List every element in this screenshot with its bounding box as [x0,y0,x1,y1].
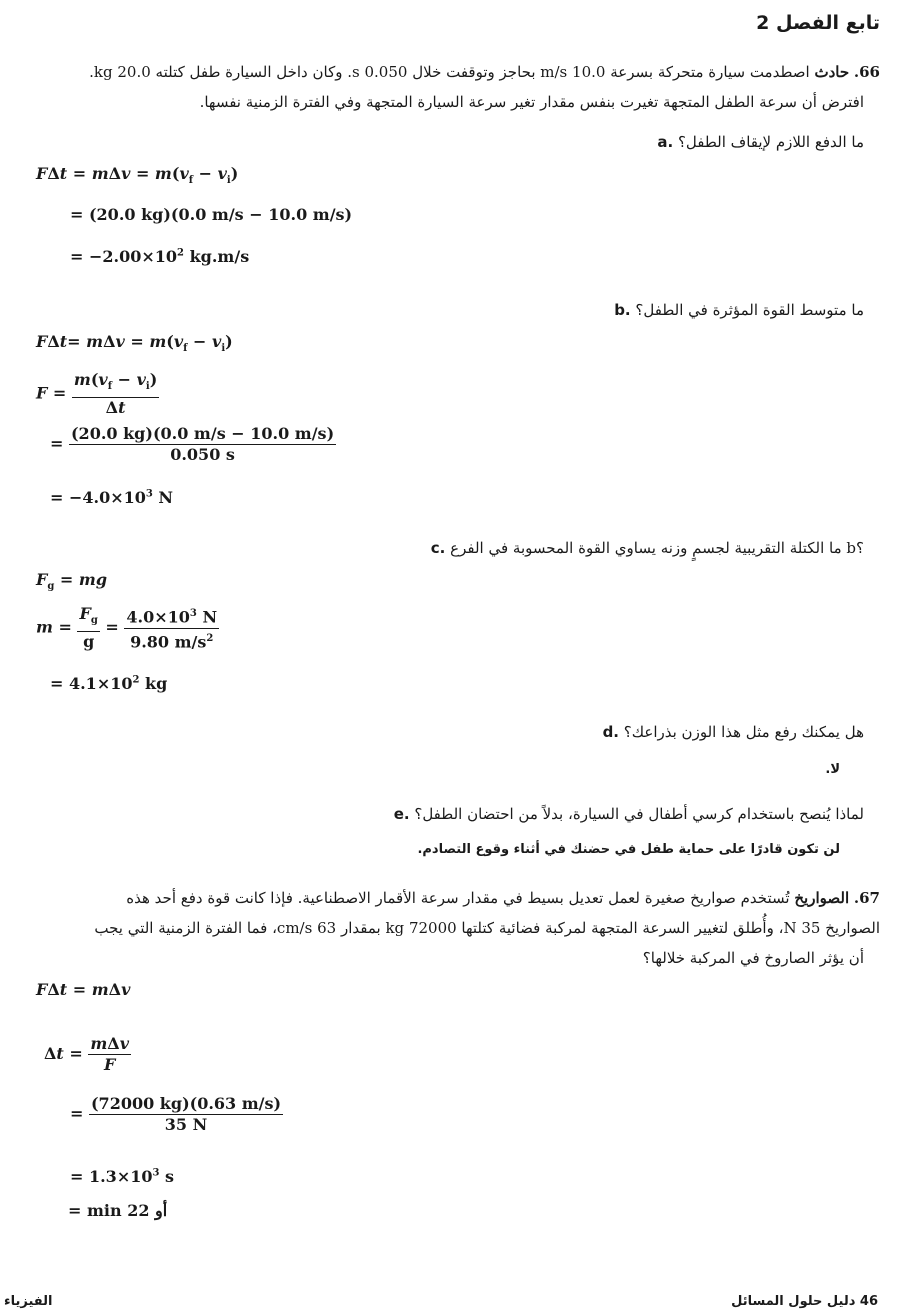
q66d-letter: d. [602,723,619,741]
q66-line1 [6,58,880,86]
q67-line2: الصواريخ 35 N، وأُطلق لتغيير السرعة المتجهة لمركبة فضائية كتلتها 72000 kg بمقدار 63 cm/s، فما الفترة الزمنية التي يجب [94,919,880,937]
q66e-question [394,802,864,826]
q66b-eq4: = $-4.0\times 10^3$ N [50,488,174,507]
footer-page-info: 46 دليل حلول المسائل [731,1294,878,1309]
q67-eq2: Δt = $\frac{\text{mΔv}}{F}$ [44,1034,130,1074]
q66-text1: اصطدمت سيارة متحركة بسرعة 10.0 m/s بحاجز وتوقفت خلال 0.050 s. وكان داخل السيارة طفل كتلته 20.0 kg. [89,63,810,81]
q66-label: حادث [814,63,850,81]
q66e-answer: لن تكون قادرًا على حماية طفل في حضنك في أثناء وقوع التصادم. [417,842,840,857]
q67-eq3-fraction: $\frac{(72000 kg)(0.63 m/s)}{35 N}$ [90,1094,282,1134]
q66a-letter: a. [657,133,674,151]
q66a-question [657,130,864,154]
q67-label: الصواريخ [794,889,850,907]
q67-line1 [6,884,880,912]
q66a-eq2: = (20.0 kg)(0.0 m/s − 10.0 m/s) [70,205,353,224]
q66b-eq2: F = $\frac{m(v_f - v_i)}{\Delta t}$ [36,370,158,418]
q66e-letter: e. [393,805,410,823]
q66a-eq3: = $-2.00\times 10^2$ kg.m/s [70,247,250,266]
q67-eq3: = $\frac{(72000 kg)(0.63 m/s)}{35 N}$ [70,1094,282,1134]
q67-eq5: أو 22 min = [68,1201,168,1220]
q66c-eq2-fraction2: $\frac{4.0\times 10^3 N}{9.80 m/s^2}$ [124,604,219,652]
q67-text1: تُستخدم صواريخ صغيرة لعمل تعديل بسيط في مقدار سرعة الأقمار الاصطناعية. فإذا كانت قوة دفع أحد هذه [126,889,790,907]
q66-line2: افترض أن سرعة الطفل المتجهة تغيرت بنفس مقدار تغير سرعة السيارة المتجهة وفي الفترة الزمنية نفسها. [199,93,864,111]
q66e-text: لماذا يُنصح باستخدام كرسي أطفال في السيارة، بدلاً من احتضان الطفل؟ [414,805,864,823]
q66d-text: هل يمكنك رفع مثل هذا الوزن بذراعك؟ [623,723,864,741]
q66c-eq3: = $4.1\times 10^2$ kg [50,674,168,693]
q66b-eq2-fraction: $\frac{m(v_f - v_i)}{\Delta t}$ [73,370,158,418]
q66b-eq3: = $\frac{(20.0 kg)(0.0 m/s - 10.0 m/s)}{0.050 s}$ [50,424,335,464]
q66c-letter: c. [430,539,446,557]
q66c-eq1: $F_g$ = mg [36,570,108,593]
q67-number: 67. [853,889,880,907]
q66c-eq2-fraction1: $\frac{F_g}{g}$ [79,604,98,652]
q66d-answer: لا. [825,762,840,777]
q66b-question [614,298,864,322]
q67-eq4: = $1.3\times 10^3$ s [70,1167,175,1186]
q66b-text: ما متوسط القوة المؤثرة في الطفل؟ [635,301,864,319]
q66b-eq1: $F\Delta t= m\Delta v = m(v_f - v_i)$ [36,332,233,355]
q66c-eq2: m = $\frac{F_g}{g}$ = $\frac{4.0\times 10^3 N}{9.80 m/s^2}$ [36,604,218,652]
footer-subject: الفيزياء [4,1294,53,1309]
q66d-question [603,720,864,744]
q66c-text: ما الكتلة التقريبية لجسمٍ وزنه يساوي القوة المحسوبة في الفرع b؟ [450,539,864,557]
q66c-question [431,536,864,560]
q67-eq1: FΔt = mΔv [36,980,131,999]
q66-number: 66. [853,63,880,81]
q66a-eq1: $F\Delta t = m\Delta v = m(v_f - v_i)$ [36,164,239,187]
page-header-title: تابع الفصل 2 [756,12,880,34]
q66a-text: ما الدفع اللازم لإيقاف الطفل؟ [677,133,864,151]
q67-line3: أن يؤثر الصاروخ في المركبة خلالها؟ [642,949,864,967]
q66b-eq3-fraction: $\frac{(20.0 kg)(0.0 m/s - 10.0 m/s)}{0.050 s}$ [70,424,335,464]
q67-eq2-fraction: $\frac{\text{mΔv}}{F}$ [90,1034,130,1074]
q66b-letter: b. [614,301,631,319]
